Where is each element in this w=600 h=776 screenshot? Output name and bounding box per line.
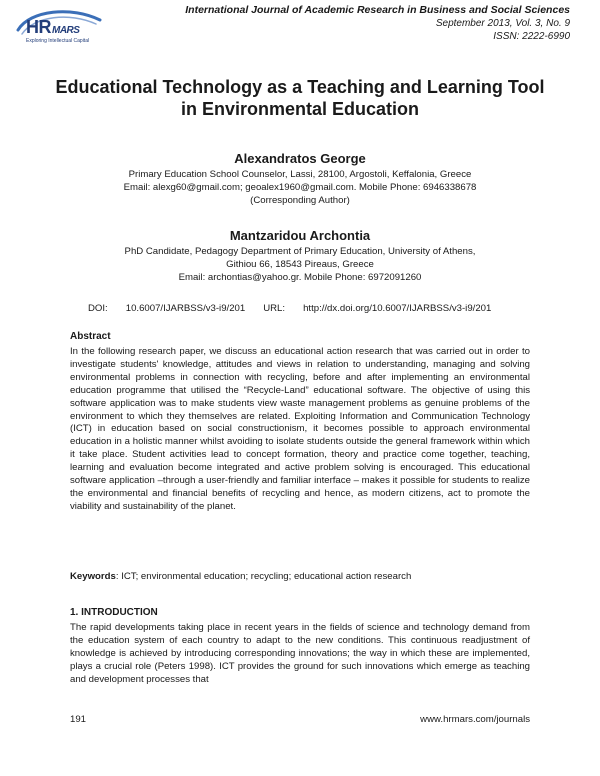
keywords-label: Keywords [70,571,116,582]
title-line-1: Educational Technology as a Teaching and Learning Tool [55,77,545,97]
journal-issue: September 2013, Vol. 3, No. 9 [435,18,570,29]
abstract-heading: Abstract [70,331,111,342]
doi-value[interactable]: 10.6007/IJARBSS/v3-i9/201 [125,303,246,314]
author-block-2 [40,227,560,285]
keywords-line [70,571,530,582]
doi-label: DOI: [88,303,108,314]
author-note: (Corresponding Author) [250,195,350,207]
introduction-heading: 1. INTRODUCTION [70,607,158,618]
page-number: 191 [70,714,87,725]
title-line-2: in Environmental Education [180,99,420,119]
keywords-text: : ICT; environmental education; recycling; educational action research [115,571,412,582]
url-value[interactable]: http://dx.doi.org/10.6007/IJARBSS/v3-i9/201 [303,303,492,314]
doi-line [88,303,509,314]
author-contact: Email: archontias@yahoo.gr. Mobile Phone: 6972091260 [178,272,422,284]
author-name: Alexandratos George [234,151,366,166]
abstract-body: In the following research paper, we discuss an educational action research that was carried out in order to investigate students' knowledge, attitudes and views in relation to understanding, managing and solving environmental problems in connection with recycling, before and after implementing an environmental education programme that utilised the “Recycle-Land” educational software. The objective of using this software application was to make students view waste management problems as genuine problems of the environment to which they themselves are related. Exploiting Information and Communication Technology (ICT) in education based on social constructionism, it becomes possible to approach environmental education in a holistic manner whilst avoiding to isolate students outside the general framework within which it take place. Student activities lead to concept formation, theory and practice come together, teaching, learning and evaluation become integrated and active problem solving is encouraged. This educational software application –through a user-friendly and familiar interface – makes it possible for students to realize the environmental and financial benefits of recycling and hence, as modern citizens, act to promote the viability and sustainability of the planet. [70,346,530,512]
author-affiliation: Githiou 66, 18543 Pireaus, Greece [226,259,374,271]
journal-header [185,4,570,43]
footer-url[interactable]: www.hrmars.com/journals [420,714,530,725]
journal-issn: ISSN: 2222-6990 [493,31,570,42]
author-block-1 [40,150,560,208]
author-affiliation: PhD Candidate, Pedagogy Department of Primary Education, University of Athens, [124,246,476,257]
author-affiliation: Primary Education School Counselor, Lassi, 28100, Argostoli, Keffalonia, Greece [128,169,472,180]
hrmars-logo [12,8,108,50]
logo-tagline: Exploring Intellectual Capital [26,38,90,44]
paper-title [40,76,560,120]
author-contact: Email: alexg60@gmail.com; geoalex1960@gmail.com. Mobile Phone: 6946338678 [123,182,477,194]
author-name: Mantzaridou Archontia [229,228,371,243]
url-label: URL: [263,303,286,314]
logo-wordmark: HRMARS [26,17,80,37]
introduction-body: The rapid developments taking place in recent years in the fields of science and technology demand from the education system of each country to adapt to the new conditions. This continuous readjustment of knowledge is achieved by introducing corresponding innovations; the way in which these are implemented, plays a crucial role (Peters 1998). ICT provides the ground for such innovations which emerge as teaching and development processes that [70,622,530,685]
journal-name: International Journal of Academic Research in Business and Social Sciences [185,4,570,16]
